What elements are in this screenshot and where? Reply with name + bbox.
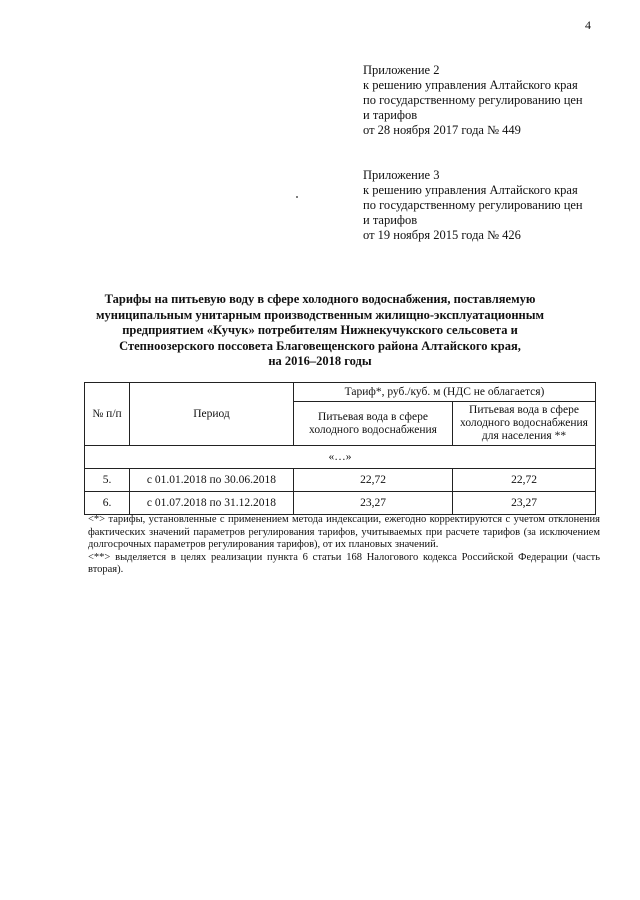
title-line: на 2016–2018 годы [268, 354, 372, 368]
tariff-table [84, 382, 596, 515]
header-drinking-water: Питьевая вода в сфере холодного водоснабжения [294, 402, 453, 446]
header-num: № п/п [85, 383, 130, 446]
title-line: Степноозерского поссовета Благовещенского района Алтайского края, [119, 338, 521, 353]
appendix-2-line: и тарифов [363, 108, 418, 122]
cell-num: 6. [85, 492, 130, 515]
appendix-3-line: и тарифов [363, 213, 418, 227]
cell-num: 5. [85, 469, 130, 492]
table-row [85, 469, 596, 492]
appendix-2-line: Приложение 2 [363, 63, 440, 77]
appendix-2-line: к решению управления Алтайского края [363, 78, 578, 92]
header-period: Период [130, 383, 294, 446]
title-line: Тарифы на питьевую воду в сфере холодного водоснабжения, поставляемую [104, 292, 536, 306]
appendix-2-line: от 28 ноября 2017 года № 449 [363, 123, 521, 137]
table-row [85, 492, 596, 515]
cell-tariff-a: 23,27 [294, 492, 453, 515]
header-tariff: Тариф*, руб./куб. м (НДС не облагается) [294, 383, 596, 402]
page-number: 4 [585, 18, 591, 32]
scan-dot [296, 196, 298, 198]
cell-tariff-a: 22,72 [294, 469, 453, 492]
cell-tariff-b: 22,72 [453, 469, 596, 492]
appendix-2-line: по государственному регулированию цен [363, 93, 583, 107]
appendix-3-line: к решению управления Алтайского края [363, 183, 578, 197]
document-title [60, 292, 580, 370]
header-drinking-water-population: Питьевая вода в сфере холодного водоснабжения для населения ** [453, 402, 596, 446]
table-row [85, 446, 596, 469]
title-line: предприятием «Кучук» потребителям Нижнекучукского сельсовета и [122, 323, 518, 337]
footnote-1: <*> тарифы, установленные с применением метода индексации, ежегодно корректируются с учетом отклонения фактических значений параметров регулирования тарифов, учитываемых при расчете тарифов (за исключением долгосрочных параметров регулирования тарифов), от их плановых значений. [88, 514, 600, 550]
footnote-2: <**> выделяется в целях реализации пункта 6 статьи 168 Налогового кодекса Российской Федерации (часть вторая). [88, 551, 600, 575]
appendix-3-line: от 19 ноября 2015 года № 426 [363, 228, 521, 242]
appendix-3-line: по государственному регулированию цен [363, 198, 583, 212]
cell-period: с 01.07.2018 по 31.12.2018 [130, 492, 294, 515]
table-header-row [85, 383, 596, 402]
ellipsis-cell: «…» [85, 446, 596, 469]
cell-period: с 01.01.2018 по 30.06.2018 [130, 469, 294, 492]
appendix-3-block [363, 168, 633, 243]
footnotes [88, 514, 600, 577]
appendix-2-block [363, 63, 633, 138]
cell-tariff-b: 23,27 [453, 492, 596, 515]
appendix-3-line: Приложение 3 [363, 168, 440, 182]
title-line: муниципальным унитарным производственным жилищно-эксплуатационным [96, 307, 544, 322]
